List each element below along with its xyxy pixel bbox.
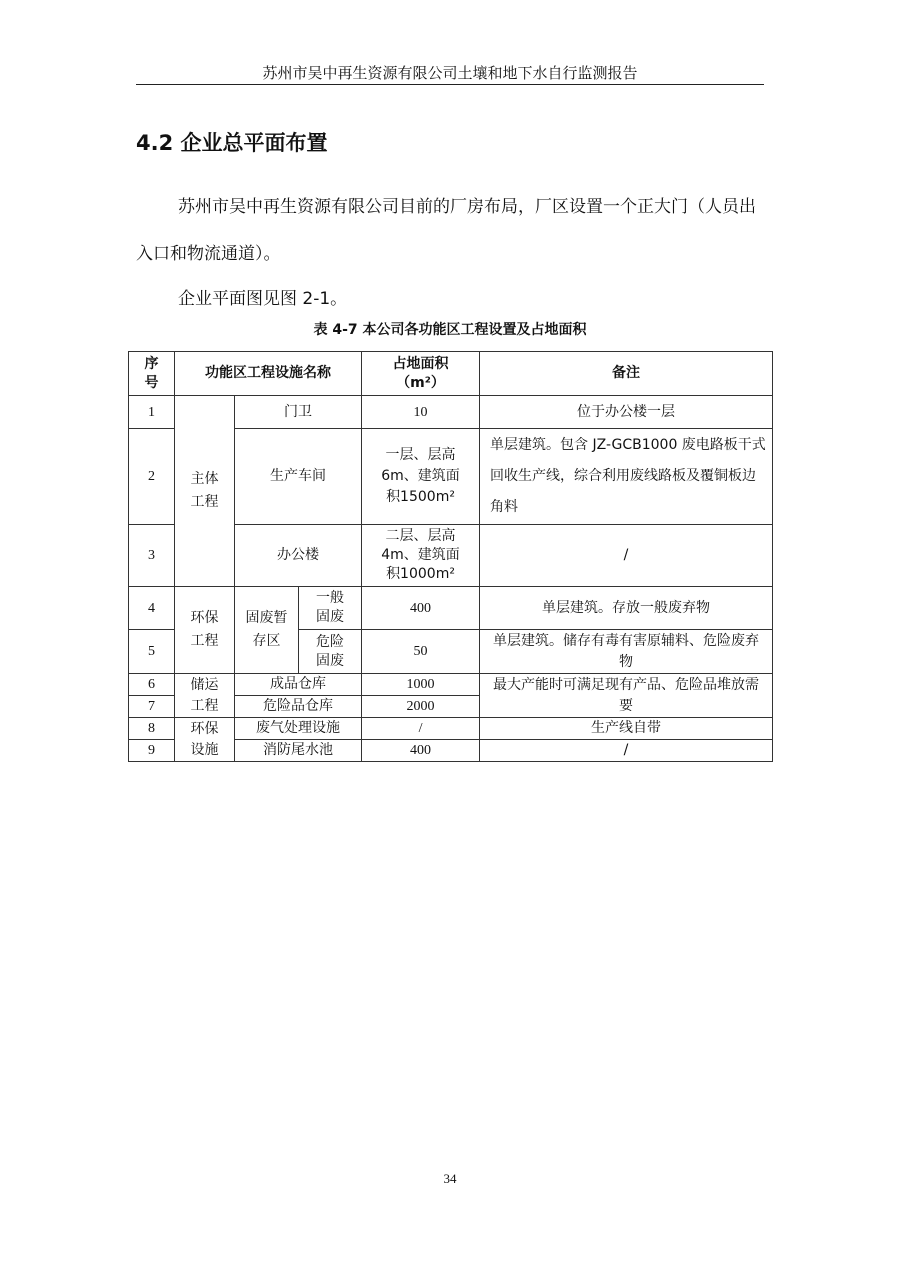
row-no: 2 <box>129 429 175 525</box>
row-name: 成品仓库 <box>235 674 362 696</box>
row-area: 2000 <box>362 696 480 718</box>
function-area-table <box>128 351 773 762</box>
header-rule <box>136 84 764 85</box>
section-title: 4.2 企业总平面布置 <box>136 131 328 155</box>
row-area: 1000 <box>362 674 480 696</box>
row-name: 危险固废 <box>299 630 362 674</box>
row-no: 9 <box>129 740 175 762</box>
header-facility: 功能区工程设施名称 <box>175 352 362 396</box>
table-header-row <box>129 352 773 396</box>
header-area-line1: 占地面积 <box>392 355 449 372</box>
row-name: 消防尾水池 <box>235 740 362 762</box>
row-name: 生产车间 <box>235 429 362 525</box>
row-area: 10 <box>362 396 480 429</box>
group-storage: 储运工程 <box>175 674 235 718</box>
row-remark: 单层建筑。包含 JZ-GCB1000 废电路板干式回收生产线，综合利用废线路板及覆铜板边角料 <box>480 429 773 525</box>
group-facilities: 环保设施 <box>175 718 235 762</box>
header-remark: 备注 <box>480 352 773 396</box>
row-no: 6 <box>129 674 175 696</box>
row-remark: 位于办公楼一层 <box>480 396 773 429</box>
row-area: / <box>362 718 480 740</box>
row-remark: 生产线自带 <box>480 718 773 740</box>
row-remark: 单层建筑。存放一般废弃物 <box>480 587 773 630</box>
running-header: 苏州市吴中再生资源有限公司土壤和地下水自行监测报告 <box>262 64 638 82</box>
row-remark: / <box>480 525 773 587</box>
table-row <box>129 587 773 630</box>
table-row <box>129 718 773 740</box>
table-row <box>129 674 773 696</box>
row-area: 二层、层高4m、建筑面积1000m² <box>362 525 480 587</box>
table-row <box>129 396 773 429</box>
page-number: 34 <box>443 1171 457 1186</box>
row-name: 办公楼 <box>235 525 362 587</box>
row-remark: 单层建筑。储存有毒有害原辅料、危险废弃物 <box>480 630 773 674</box>
row-remark: 最大产能时可满足现有产品、危险品堆放需要 <box>480 674 773 718</box>
header-no-line2: 号 <box>144 374 159 391</box>
row-area: 50 <box>362 630 480 674</box>
header-area <box>362 352 480 396</box>
paragraph-figure-ref: 企业平面图见图 2-1。 <box>178 289 348 309</box>
group-main: 主体工程 <box>175 396 235 587</box>
row-remark: / <box>480 740 773 762</box>
row-area: 400 <box>362 740 480 762</box>
row-no: 5 <box>129 630 175 674</box>
row-area: 400 <box>362 587 480 630</box>
subgroup-solid-waste: 固废暂存区 <box>235 587 299 674</box>
row-area: 一层、层高6m、建筑面积1500m² <box>362 429 480 525</box>
group-env: 环保工程 <box>175 587 235 674</box>
row-no: 4 <box>129 587 175 630</box>
header-no-line1: 序 <box>144 355 159 372</box>
row-no: 1 <box>129 396 175 429</box>
row-name: 门卫 <box>235 396 362 429</box>
row-name: 危险品仓库 <box>235 696 362 718</box>
header-area-line2: （m²） <box>396 374 445 391</box>
row-no: 3 <box>129 525 175 587</box>
row-no: 8 <box>129 718 175 740</box>
paragraph-layout: 苏州市吴中再生资源有限公司目前的厂房布局，厂区设置一个正大门（人员出入口和物流通道）。 <box>136 197 756 264</box>
row-name: 废气处理设施 <box>235 718 362 740</box>
row-name: 一般固废 <box>299 587 362 630</box>
row-no: 7 <box>129 696 175 718</box>
table-caption: 表 4-7 本公司各功能区工程设置及占地面积 <box>313 322 587 338</box>
header-no <box>129 352 175 396</box>
